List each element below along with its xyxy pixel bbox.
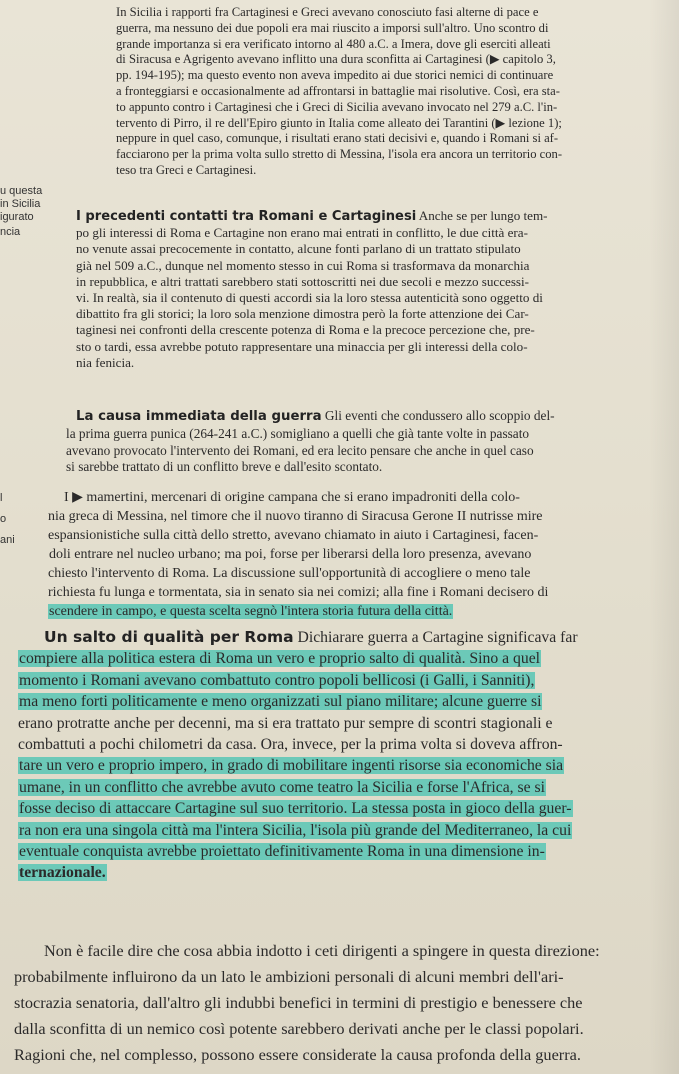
text-line: di Siracusa e Agrigento avevano inflitto una dura sconfitta ai Cartaginesi (▶ capitolo 3, (116, 52, 556, 67)
margin-note: o (0, 513, 7, 525)
margin-note: u questa (0, 185, 43, 197)
text-line (18, 862, 578, 883)
highlighted-text: fosse deciso di attaccare Cartagine sul suo territorio. La stessa posta in gioco della guer- (19, 800, 572, 818)
text-line (18, 627, 578, 648)
text-line: teso tra Greci e Cartaginesi. (116, 162, 257, 177)
text-run: Gli eventi che condussero allo scoppio del- (324, 408, 555, 423)
text-line (76, 208, 548, 225)
page-shadow (649, 0, 679, 1074)
text-line (18, 820, 578, 841)
paragraph-sicily-relations (116, 5, 562, 179)
text-line (48, 545, 548, 564)
section-heading: La causa immediata della guerra (76, 409, 322, 424)
text-line: a fronteggiarsi e occasionalmente ad affrontarsi in battaglie mai risolutive. Così, era sta- (116, 83, 560, 98)
text-line: già nel 509 a.C., dunque nel momento stesso in cui Roma si trasformava da monarchia (76, 257, 530, 273)
section-heading: I precedenti contatti tra Romani e Cartaginesi (76, 209, 417, 224)
text-line (18, 755, 578, 776)
text-line: facciarono per la prima volta sullo stretto di Messina, l'isola era ancora un territorio con- (116, 147, 563, 162)
text-line: to appunto contro i Cartaginesi che i Greci di Sicilia avevano invocato nel 279 a.C. l'in- (116, 99, 558, 114)
text-line: stocrazia senatoria, dall'altro gli indubbi benefici in termini di prestigio e benessere che (14, 993, 583, 1012)
text-line: grande importanza si era verificato intorno al 480 a.C. a Imera, dove gli eserciti alleati (116, 36, 551, 51)
highlighted-text: ma meno forti politicamente e meno organizzati sul piano militare; alcune guerre si (19, 693, 542, 711)
text-line (48, 602, 548, 621)
text-line: Ragioni che, nel complesso, possono essere considerate la causa profonda della guerra. (14, 1045, 581, 1064)
text-line: guerra, ma nessuno dei due popoli era mai riuscito a imporsi sull'altro. Uno scontro di (116, 20, 549, 35)
text-line: sto o tardi, essa avrebbe potuto rappresentare una minaccia per gli interessi della colo- (76, 338, 528, 354)
text-line (18, 798, 578, 819)
text-line (18, 841, 578, 862)
text-line: la prima guerra punica (264-241 a.C.) somigliano a quelli che già tante volte in passato (66, 425, 530, 441)
text-line: no venute assai precocemente in contatto, alcune fonti parlano di un trattato stipulato (76, 241, 521, 257)
highlighted-text: momento i Romani avevano combattuto contro popoli bellicosi (i Galli, i Sanniti), (19, 671, 535, 689)
text-line: vi. In realtà, sia il contenuto di questi accordi sia la loro stessa autenticità sono oggetto di (76, 290, 543, 306)
text-line: nia greca di Messina, nel timore che il nuovo tiranno di Siracusa Gerone II nutrisse mire (48, 509, 543, 524)
text-line: espansionistiche sulla città dello stretto, avevano chiamato in aiuto i Cartaginesi, facen- (48, 528, 539, 543)
paragraph-immediate-cause (66, 408, 555, 476)
highlighted-text: compiere alla politica estera di Roma un vero e proprio salto di qualità. Sino a quel (19, 650, 541, 668)
text-line (18, 777, 578, 798)
text-line: chiesto l'intervento di Roma. La discussione sull'opportunità di accogliere o meno tale (48, 566, 531, 581)
text-line: avevano provocato l'intervento dei Romani, ed era lecito pensare che anche in quel caso (66, 442, 534, 458)
text-line: dalla sconfitta di un nemico così potente sarebbero derivati anche per le classi popolari. (14, 1019, 584, 1038)
paragraph-mamertini (48, 488, 548, 621)
text-run: Anche se per lungo tem- (418, 208, 548, 223)
section-heading: Un salto di qualità per Roma (44, 628, 294, 646)
text-line: I ▶ mamertini, mercenari di origine campana che si erano impadroniti della colo- (64, 490, 520, 505)
margin-note: igurato (0, 211, 34, 223)
highlighted-text: tare un vero e proprio impero, in grado di mobilitare ingenti risorse sia economiche sia (19, 757, 564, 775)
text-line (66, 408, 555, 426)
paragraph-previous-contacts (76, 208, 548, 371)
paragraph-quality-leap (18, 627, 578, 884)
margin-note: ani (0, 534, 15, 546)
text-line: richiesta fu lunga e tormentata, sia in senato sia nei comizi; alla fine i Romani decisero di (48, 585, 549, 600)
highlighted-text: scendere in campo, e questa scelta segnò l'intera storia futura della città. (49, 604, 453, 619)
highlighted-text: doli entrare nel nucleo urbano; ma poi, forse per liberarsi della loro presenza, avevano (49, 547, 532, 562)
highlighted-text: eventuale conquista avrebbe proiettato definitivamente Roma in una dimensione in- (19, 843, 545, 861)
text-line: erano protratte anche per decenni, ma si era trattato pur sempre di scontri stagionali e (18, 714, 553, 732)
margin-note: l (0, 492, 3, 504)
text-line: tervento di Pirro, il re dell'Epiro giunto in Italia come alleato dei Tarantini (▶ lezione 1); (116, 115, 562, 130)
text-line: in repubblica, e altri trattati sarebbero stati sottoscritti nei due secoli e mezzo successi- (76, 273, 530, 289)
text-line: probabilmente influirono da un lato le ambizioni personali di alcuni membri dell'ari- (14, 967, 564, 986)
text-line: nia fenicia. (76, 354, 135, 370)
text-line: neppure in quel caso, comunque, i risultati erano stati decisivi e, quando i Romani si af- (116, 131, 559, 146)
text-line: combattuti a pochi chilometri da casa. Ora, invece, per la prima volta si doveva affron- (18, 736, 563, 754)
text-line (18, 670, 578, 691)
text-run: Dichiarare guerra a Cartagine significava far (297, 629, 578, 646)
text-line: taginesi nei confronti della crescente potenza di Roma e la precoce percezione che, pre- (76, 322, 535, 338)
margin-note: in Sicilia (0, 198, 41, 210)
text-line: dibattito fra gli storici; la loro sola menzione dimostra però la forte attenzione dei Car- (76, 306, 529, 322)
highlighted-text: ternazionale. (19, 864, 106, 882)
text-line (18, 648, 578, 669)
highlighted-text: ra non era una singola città ma l'intera Sicilia, l'isola più grande del Mediterraneo, la cui (19, 821, 572, 839)
text-line: pp. 194-195); ma questo evento non aveva impedito ai due storici nemici di continuare (116, 68, 554, 83)
paragraph-deep-cause (14, 938, 600, 1068)
highlighted-text: umane, in un conflitto che avrebbe avuto come teatro la Sicilia e forse l'Africa, se si (19, 778, 545, 796)
text-line: Non è facile dire che cosa abbia indotto i ceti dirigenti a spingere in questa direzione: (44, 941, 600, 960)
text-line: In Sicilia i rapporti fra Cartaginesi e Greci avevano conosciuto fasi alterne di pace e (116, 5, 539, 19)
text-line: po gli interessi di Roma e Cartagine non erano mai entrati in conflitto, le due città era- (76, 225, 528, 241)
text-line: si sarebbe trattato di un conflitto breve e dall'esito scontato. (66, 459, 383, 475)
text-line (18, 691, 578, 712)
margin-note: ncia (0, 226, 21, 238)
